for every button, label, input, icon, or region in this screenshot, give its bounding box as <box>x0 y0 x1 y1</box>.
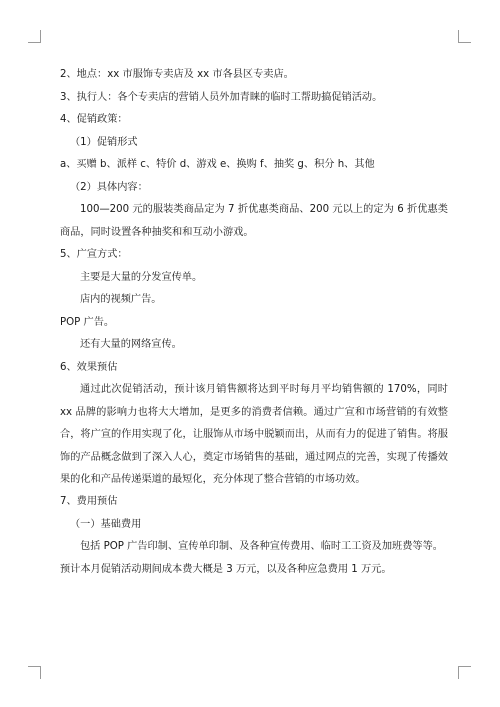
executor-line: 3、执行人：各个专卖店的营销人员外加青睐的临时工帮助搞促销活动。 <box>60 91 383 103</box>
crop-mark-top-left <box>28 30 41 43</box>
location-line: 2、地点：xx 市服饰专卖店及 xx 市各县区专卖店。 <box>60 69 294 80</box>
promo-form-heading: （1）促销形式 <box>70 136 138 148</box>
basic-cost-detail: 包括 POP 广告印制、宣传单印制、及各种宣传费用、临时工工资及加班费等等。 <box>80 541 443 552</box>
policy-heading: 4、促销政策： <box>60 114 128 125</box>
advertising-item-pop: POP 广告。 <box>60 316 115 328</box>
cost-heading: 7、费用预估 <box>60 496 118 507</box>
promo-form-list: a、买赠 b、派样 c、特价 d、游戏 e、换购 f、抽奖 g、积分 h、其他 <box>60 159 375 170</box>
advertising-heading: 5、广宣方式： <box>60 249 128 260</box>
advertising-item-flyers: 主要是大量的分发宣传单。 <box>80 271 203 283</box>
advertising-item-video: 店内的视频广告。 <box>80 294 162 305</box>
crop-mark-bottom-right <box>458 666 471 679</box>
document-body <box>60 64 448 581</box>
crop-mark-bottom-left <box>28 666 41 679</box>
basic-cost-heading: （一）基础费用 <box>70 518 142 530</box>
effect-heading: 6、效果预估 <box>60 361 118 373</box>
detail-heading: （2）具体内容： <box>70 181 148 193</box>
cost-estimate: 预计本月促销活动期间成本费大概是 3 万元，以及各种应急费用 1 万元。 <box>60 563 392 575</box>
advertising-item-online: 还有大量的网络宣传。 <box>80 339 182 350</box>
detail-paragraph: 100—200 元的服装类商品定为 7 折优惠类商品、200 元以上的定为 6 折优惠类商品，同时设置各种抽奖和和互动小游戏。 <box>60 204 448 238</box>
crop-mark-top-right <box>458 30 471 43</box>
effect-paragraph: 通过此次促销活动，预计该月销售额将达到平时每月平均销售额的 170%，同时 xx 品牌的影响力也将大大增加，是更多的消费者信赖。通过广宣和市场营销的有效整合，将广宣的作用实现了化，让服饰从市场中脱颖而出，从而有力的促进了销售。将服饰的产品概念做到了深入人心，奠定市场销售的基础，通过网点的完善，实现了传播效果的化和产品传递渠道的最短化，充分体现了整合营销的市场功效。 <box>60 384 448 485</box>
